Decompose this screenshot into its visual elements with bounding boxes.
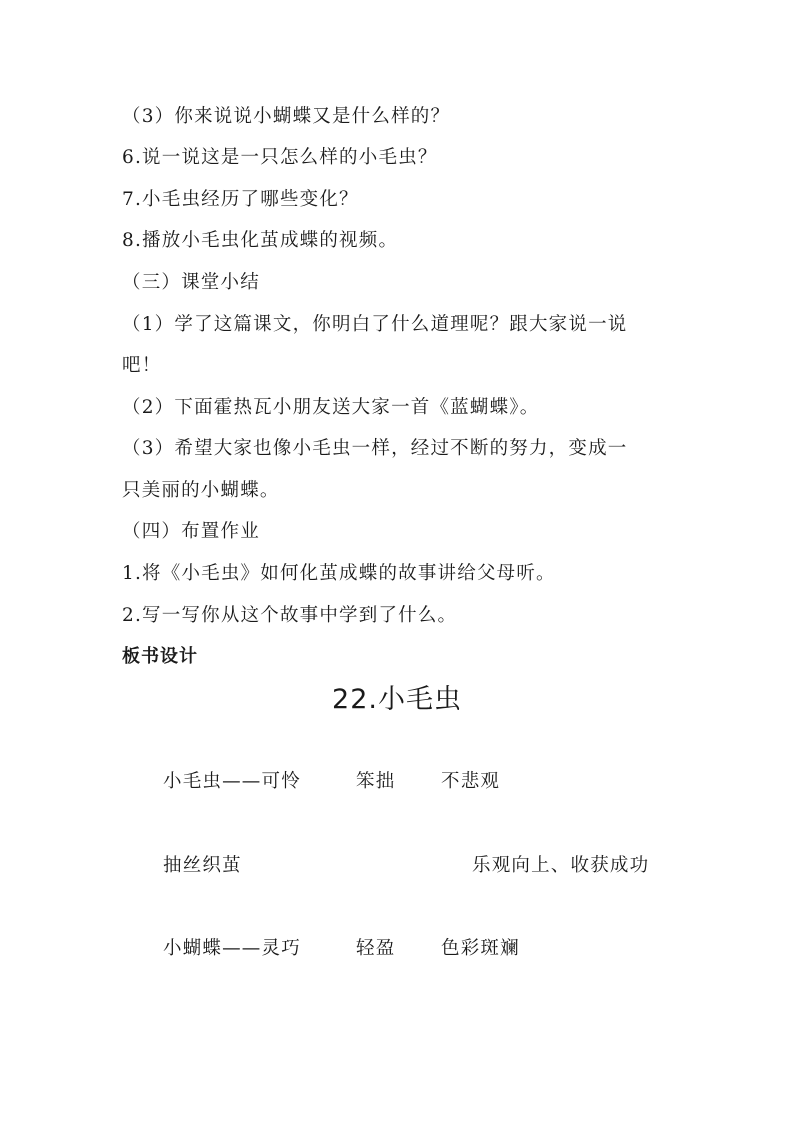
text-line-2: 6.说一说这是一只怎么样的小毛虫？ — [122, 147, 438, 168]
text-line-1: （3）你来说说小蝴蝶又是什么样的？ — [122, 106, 451, 127]
text-line-4: 8.播放小毛虫化茧成蝶的视频。 — [122, 230, 399, 251]
board-caterpillar-trait-optimistic: 不悲观 — [441, 771, 501, 792]
board-caterpillar-trait-clumsy: 笨拙 — [356, 771, 396, 792]
text-line-3: 7.小毛虫经历了哪些变化？ — [122, 189, 359, 210]
board-spin-cocoon: 抽丝织茧 — [163, 855, 242, 876]
section-heading-homework: （四）布置作业 — [122, 521, 260, 542]
board-design-heading: 板书设计 — [122, 646, 198, 667]
board-butterfly-label: 小蝴蝶——灵巧 — [163, 938, 301, 959]
board-butterfly-trait-colorful: 色彩斑斓 — [441, 938, 520, 959]
text-line-6: （1）学了这篇课文，你明白了什么道理呢？跟大家说一说 — [122, 314, 628, 335]
board-caterpillar-label: 小毛虫——可怜 — [163, 771, 301, 792]
text-line-13: 2.写一写你从这个故事中学到了什么。 — [122, 605, 458, 626]
text-line-8: （2）下面霍热瓦小朋友送大家一首《蓝蝴蝶》。 — [122, 397, 540, 418]
board-title: 22.小毛虫 — [332, 684, 462, 715]
board-butterfly-trait-light: 轻盈 — [356, 938, 396, 959]
text-line-12: 1.将《小毛虫》如何化茧成蝶的故事讲给父母听。 — [122, 563, 556, 584]
text-line-10: 只美丽的小蝴蝶。 — [122, 480, 280, 501]
text-line-7: 吧！ — [122, 355, 162, 376]
section-heading-summary: （三）课堂小结 — [122, 272, 260, 293]
board-lesson: 乐观向上、收获成功 — [472, 855, 650, 876]
text-line-9: （3）希望大家也像小毛虫一样，经过不断的努力，变成一 — [122, 438, 628, 459]
